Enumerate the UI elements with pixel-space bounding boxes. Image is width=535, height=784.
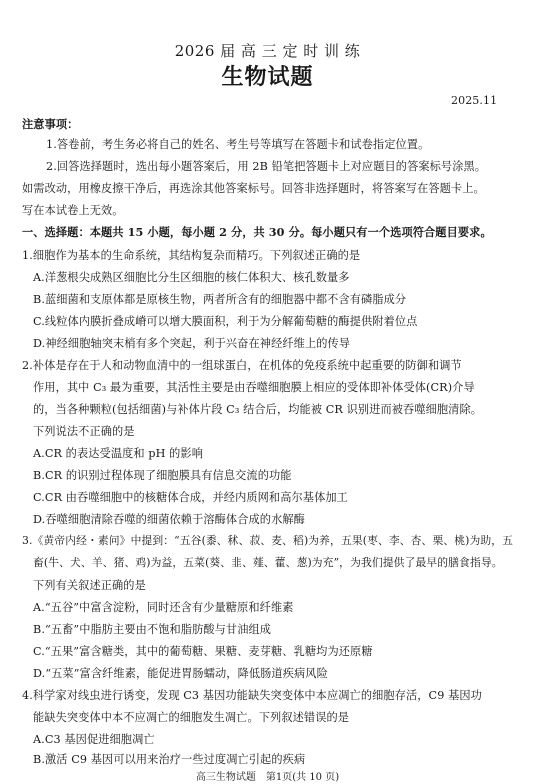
notice-item-1: 1.答卷前，考生务必将自己的姓名、考生号等填写在答题卡和试卷指定位置。	[46, 138, 430, 151]
question-3-option-b: B.“五畜”中脂肪主要由不饱和脂肪酸与甘油组成	[33, 623, 272, 636]
notice-item-2-cont: 如需改动，用橡皮擦干净后，再选涂其他答案标号。回答非选择题时，将答案写在答题卡上。	[22, 182, 485, 195]
question-2-stem-line-2: 作用，其中 C₃ 最为重要，其活性主要是由吞噬细胞膜上相应的受体即补体受体(CR)介导	[33, 381, 475, 394]
question-4-option-b: B.激活 C9 基因可以用来治疗一些过度凋亡引起的疾病	[33, 753, 306, 766]
question-4-stem-line-2: 能缺失突变体中本不应凋亡的细胞发生凋亡。下列叙述错误的是	[33, 711, 350, 724]
question-2-stem-line-3: 的，当各种颗粒(包括细菌)与补体片段 C₃ 结合后，均能被 CR 识别进而被吞噬细胞清除。	[33, 403, 483, 416]
question-1-option-a: A.洋葱根尖成熟区细胞比分生区细胞的核仁体积大、核孔数量多	[33, 271, 350, 284]
question-3-option-a: A.“五谷”中富含淀粉，同时还含有少量糖原和纤维素	[33, 601, 294, 614]
exam-title: 2026 届 高 三 定 时 训 练	[174, 42, 361, 60]
notice-item-2-end: 写在本试卷上无效。	[22, 204, 124, 217]
subject-title: 生物试题	[221, 64, 314, 90]
question-1-option-b: B.蓝细菌和支原体都是原核生物，两者所含有的细胞器中都不含有磷脂成分	[33, 293, 407, 306]
question-2-stem-line-4: 下列说法不正确的是	[33, 425, 135, 438]
question-3-option-d: D.“五菜”富含纤维素，能促进胃肠蠕动，降低肠道疾病风险	[33, 667, 328, 680]
question-2-option-c: C.CR 由吞噬细胞中的核糖体合成，并经内质网和高尔基体加工	[33, 491, 348, 504]
question-4-option-a: A.C3 基因促进细胞凋亡	[33, 733, 155, 746]
question-3-stem-line-1: 3.《黄帝内经・素问》中提到：“五谷(黍、秫、菽、麦、稻)为养，五果(枣、李、杏、栗、桃)为助，五	[22, 534, 514, 547]
page-footer: 高三生物试题 第1页(共 10 页)	[195, 772, 340, 783]
question-3-stem-line-2: 畜(牛、犬、羊、猪、鸡)为益，五菜(葵、韭、薤、藿、葱)为充”，为我们提供了最早的膳食指导。	[33, 556, 503, 569]
question-2-option-d: D.吞噬细胞清除吞噬的细菌依赖于溶酶体合成的水解酶	[33, 513, 305, 526]
question-2-stem-line-1: 2.补体是存在于人和动物血清中的一组球蛋白，在机体的免疫系统中起重要的防御和调节	[22, 359, 462, 372]
notice-heading: 注意事项：	[22, 117, 79, 131]
question-2-option-b: B.CR 的识别过程体现了细胞膜具有信息交流的功能	[33, 469, 292, 482]
question-2-option-a: A.CR 的表达受温度和 pH 的影响	[33, 447, 203, 460]
question-3-stem-line-3: 下列有关叙述正确的是	[33, 579, 146, 592]
exam-date: 2025.11	[451, 94, 498, 107]
question-1-stem: 1.细胞作为基本的生命系统，其结构复杂而精巧。下列叙述正确的是	[22, 249, 361, 262]
question-4-stem-line-1: 4.科学家对线虫进行诱变，发现 C3 基因功能缺失突变体中本应凋亡的细胞存活，C9 基因功	[22, 689, 482, 702]
question-1-option-c: C.线粒体内膜折叠成嵴可以增大膜面积，利于为分解葡萄糖的酶提供附着位点	[33, 315, 418, 328]
section-heading: 一、选择题：本题共 15 小题，每小题 2 分，共 30 分。每小题只有一个选项符合题目要求。	[22, 225, 492, 239]
notice-item-2: 2.回答选择题时，选出每小题答案后，用 2B 铅笔把答题卡上对应题目的答案标号涂黑。	[46, 160, 487, 173]
question-1-option-d: D.神经细胞轴突末梢有多个突起，利于兴奋在神经纤维上的传导	[33, 337, 351, 350]
question-3-option-c: C.“五果”富含糖类，其中的葡萄糖、果糖、麦芽糖、乳糖均为还原糖	[33, 645, 373, 658]
